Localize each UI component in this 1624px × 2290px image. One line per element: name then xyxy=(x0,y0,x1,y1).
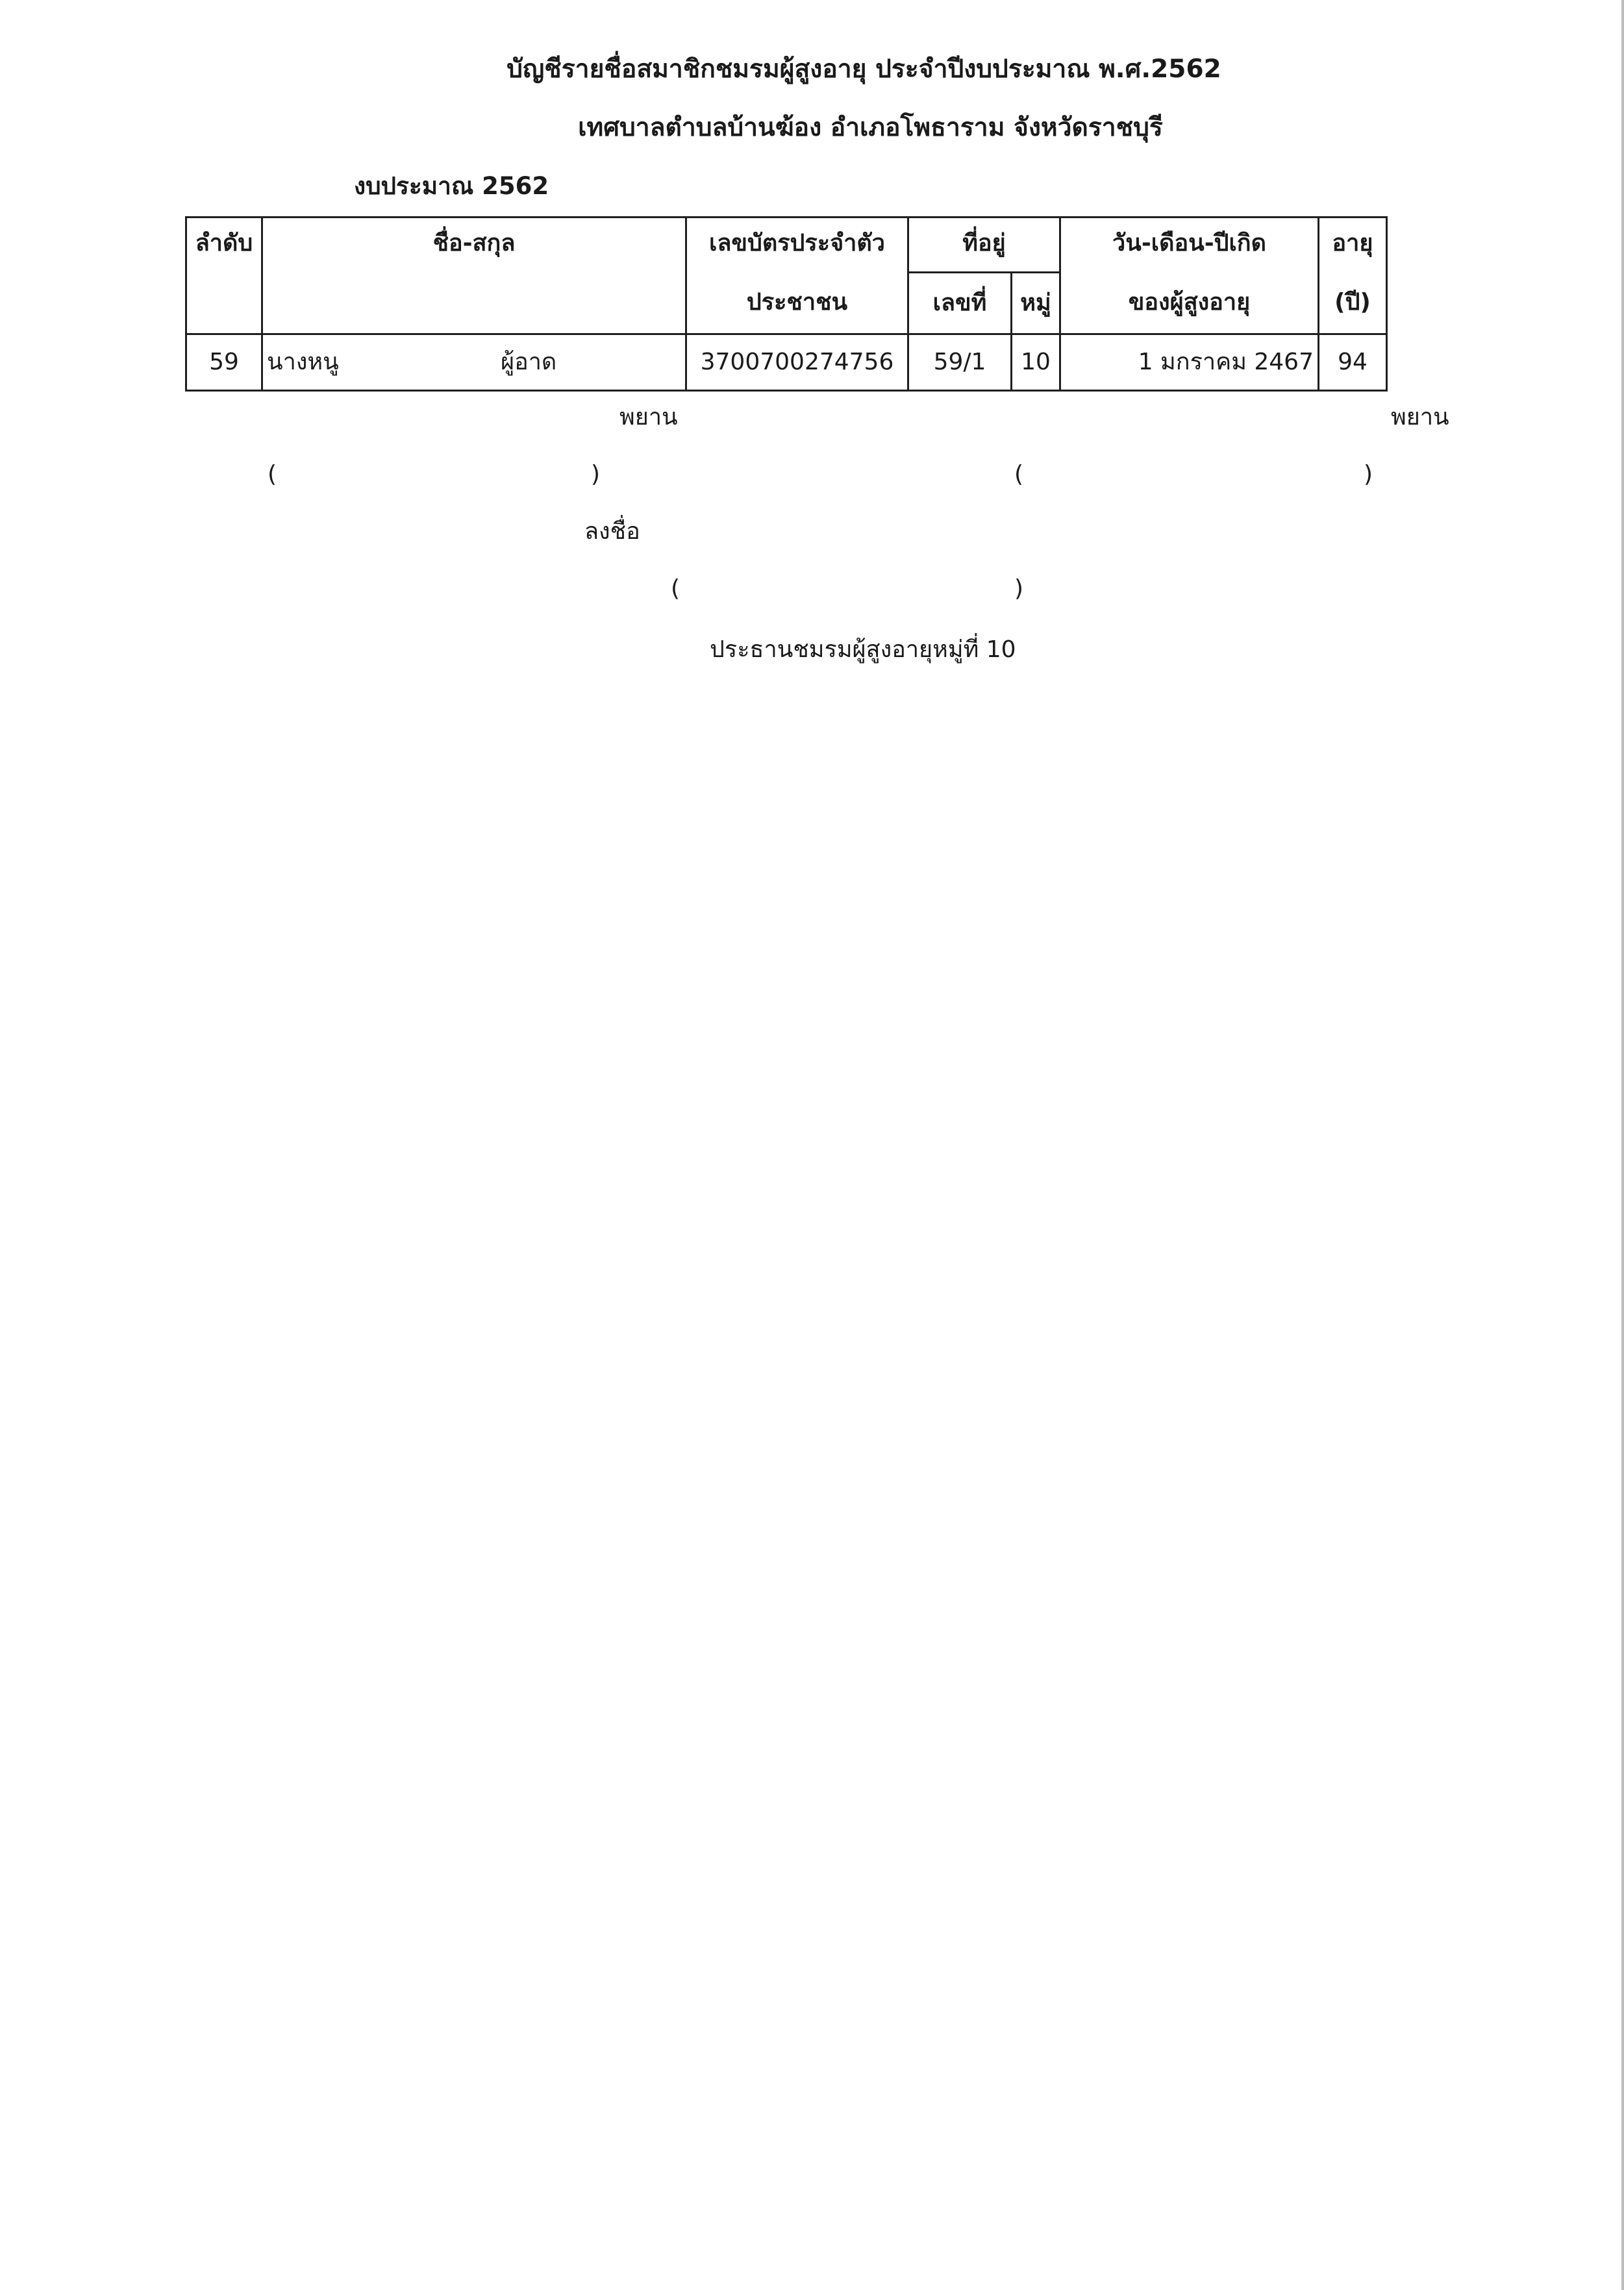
witness-label-left: พยาน xyxy=(619,404,678,430)
cell-name xyxy=(262,334,686,391)
witness-label-right: พยาน xyxy=(1391,404,1449,430)
scan-edge xyxy=(1621,0,1624,2290)
cell-first-name: นางหนู xyxy=(267,349,339,375)
table-row xyxy=(186,334,1387,391)
witness-left-close-paren: ) xyxy=(591,461,601,488)
header-citizen-id-line1: เลขบัตรประจำตัว xyxy=(686,218,908,273)
header-birthdate-line2: ของผู้สูงอายุ xyxy=(1060,273,1319,334)
cell-order: 59 xyxy=(186,334,262,391)
budget-year-label: งบประมาณ 2562 xyxy=(354,172,549,200)
witness-left-open-paren: ( xyxy=(268,461,277,488)
document-subtitle: เทศบาลตำบลบ้านฆ้อง อำเภอโพธาราม จังหวัดราชบุรี xyxy=(578,113,1163,142)
cell-village: 10 xyxy=(1012,334,1060,391)
member-roster-table xyxy=(185,216,1388,392)
cell-citizen-id: 3700700274756 xyxy=(686,334,908,391)
document-title: บัญชีรายชื่อสมาชิกชมรมผู้สูงอายุ ประจำปีงบประมาณ พ.ศ.2562 xyxy=(506,55,1221,84)
cell-age: 94 xyxy=(1319,334,1387,391)
chair-title: ประธานชมรมผู้สูงอายุหมู่ที่ 10 xyxy=(710,636,1016,663)
header-age-line1: อายุ xyxy=(1319,218,1387,273)
header-house-no: เลขที่ xyxy=(908,273,1012,334)
header-citizen-id-line2: ประชาชน xyxy=(686,273,908,334)
cell-birth-date: 1 มกราคม 2467 xyxy=(1060,334,1319,391)
header-village: หมู่ xyxy=(1012,273,1060,334)
header-birthdate-line1: วัน-เดือน-ปีเกิด xyxy=(1060,218,1319,273)
cell-house-no: 59/1 xyxy=(908,334,1012,391)
witness-right-open-paren: ( xyxy=(1014,461,1024,488)
witness-right-close-paren: ) xyxy=(1364,461,1373,488)
table-header xyxy=(186,218,1387,334)
header-name: ชื่อ-สกุล xyxy=(262,218,686,334)
sign-label: ลงชื่อ xyxy=(584,518,640,545)
cell-last-name: ผู้อาด xyxy=(501,349,557,375)
header-age-line2: (ปี) xyxy=(1319,273,1387,334)
chair-close-paren: ) xyxy=(1014,575,1024,602)
chair-open-paren: ( xyxy=(671,575,681,602)
header-order: ลำดับ xyxy=(186,218,262,334)
header-address: ที่อยู่ xyxy=(908,218,1060,273)
